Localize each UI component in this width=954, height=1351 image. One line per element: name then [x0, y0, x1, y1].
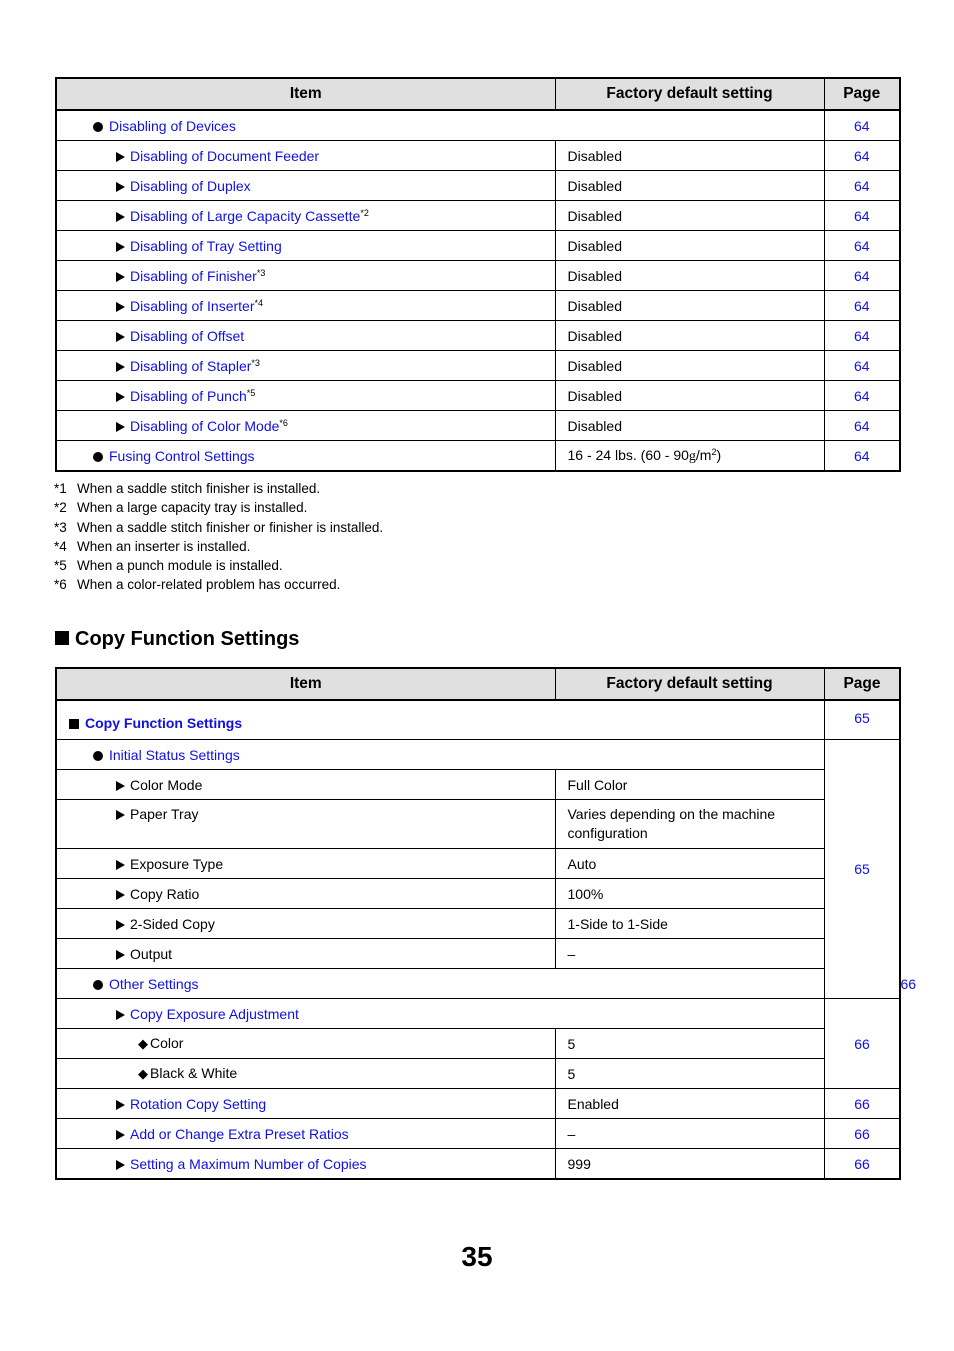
default-value: 16 - 24 lbs. $(60 - 90g/m^2)$	[555, 441, 824, 472]
footnote: *5 When a punch module is installed.	[54, 558, 283, 574]
table-row	[56, 999, 900, 1029]
default-value: Enabled	[555, 1089, 824, 1119]
item-link[interactable]: Other Settings	[109, 975, 199, 992]
table-row	[56, 351, 900, 381]
table-row	[56, 740, 900, 770]
settings-table-devices	[55, 77, 901, 472]
page-link[interactable]: 64	[824, 261, 900, 291]
triangle-right-icon	[116, 182, 125, 192]
default-value: 1-Side to 1-Side	[555, 909, 824, 939]
table-row	[56, 441, 900, 472]
item-label: Paper Tray	[130, 806, 199, 822]
header-item: Item	[56, 78, 555, 110]
diamond-bullet-icon: ◆	[138, 1066, 148, 1081]
table-row	[56, 700, 900, 740]
footnote-ref: *6	[279, 417, 288, 428]
default-value: 5	[555, 1059, 824, 1089]
triangle-right-icon	[116, 422, 125, 432]
page-link[interactable]: 64	[824, 231, 900, 261]
triangle-right-icon	[116, 860, 125, 870]
page-link[interactable]: 64	[824, 201, 900, 231]
header-page: Page	[824, 78, 900, 110]
item-label: Black & White	[150, 1065, 238, 1081]
item-cell	[56, 171, 555, 201]
table-row	[56, 939, 900, 969]
item-label: Color	[150, 1035, 184, 1051]
triangle-right-icon	[116, 152, 125, 162]
item-cell	[56, 321, 555, 351]
item-link[interactable]: Fusing Control Settings	[109, 447, 255, 464]
table-row	[56, 800, 900, 849]
page-link[interactable]: 64	[824, 141, 900, 171]
bullet-circle-icon	[93, 980, 103, 990]
page-link[interactable]: 66	[824, 1119, 900, 1149]
item-cell	[56, 1089, 555, 1119]
table-row	[56, 171, 900, 201]
default-value: –	[555, 1119, 824, 1149]
triangle-right-icon	[116, 1130, 125, 1140]
item-cell	[56, 231, 555, 261]
default-value: Disabled	[555, 411, 824, 441]
page-link[interactable]: 66	[824, 1149, 900, 1180]
item-link[interactable]: Disabling of Inserter	[130, 297, 255, 314]
page-link[interactable]: 64	[824, 351, 900, 381]
item-link[interactable]: Disabling of Stapler	[130, 357, 252, 374]
triangle-right-icon	[116, 1160, 125, 1170]
page-link[interactable]: 66	[824, 999, 900, 1089]
triangle-right-icon	[116, 362, 125, 372]
footnote-ref: *2	[360, 207, 369, 218]
item-link[interactable]: Disabling of Color Mode	[130, 417, 280, 434]
default-value: Disabled	[555, 141, 824, 171]
footnote: *4 When an inserter is installed.	[54, 538, 251, 554]
triangle-right-icon	[116, 920, 125, 930]
footnote: *6 When a color-related problem has occurred.	[54, 577, 341, 593]
item-link[interactable]: Disabling of Punch	[130, 387, 247, 404]
table-row	[56, 849, 900, 879]
table-row	[56, 411, 900, 441]
diamond-bullet-icon: ◆	[138, 1036, 148, 1051]
table-row	[56, 231, 900, 261]
default-value: 100%	[555, 879, 824, 909]
table-header-row	[56, 668, 900, 700]
item-cell	[56, 291, 555, 321]
table-row	[56, 321, 900, 351]
item-cell	[56, 740, 824, 770]
default-value: 999	[555, 1149, 824, 1180]
item-cell	[56, 800, 555, 849]
bullet-circle-icon	[93, 452, 103, 462]
item-link[interactable]: Disabling of Devices	[109, 117, 236, 134]
default-value: Disabled	[555, 321, 824, 351]
header-default: Factory default setting	[555, 668, 824, 700]
item-cell	[56, 939, 555, 969]
item-cell	[56, 700, 824, 740]
default-value: Disabled	[555, 231, 824, 261]
item-link[interactable]: Add or Change Extra Preset Ratios	[130, 1125, 349, 1142]
triangle-right-icon	[116, 272, 125, 282]
table-row	[56, 1059, 900, 1089]
table-row	[56, 1029, 900, 1059]
item-cell	[56, 1059, 555, 1089]
item-label: Copy Ratio	[130, 885, 200, 902]
table-row	[56, 110, 900, 141]
table-row	[56, 909, 900, 939]
triangle-right-icon	[116, 1100, 125, 1110]
default-value: Full Color	[555, 770, 824, 800]
footnote-ref: *3	[256, 267, 266, 278]
page-link[interactable]: 64	[824, 381, 900, 411]
default-value: Disabled	[555, 351, 824, 381]
table-row	[56, 1119, 900, 1149]
page-number: 35	[461, 1241, 493, 1272]
item-cell	[56, 141, 555, 171]
square-bullet-icon	[55, 631, 69, 645]
item-cell	[56, 969, 824, 999]
footnote-ref: *5	[246, 387, 256, 398]
triangle-right-icon	[116, 810, 125, 820]
footnotes	[54, 479, 383, 595]
default-value: 5	[555, 1029, 824, 1059]
page-link[interactable]: 64	[824, 171, 900, 201]
table-row	[56, 1149, 900, 1180]
table-row	[56, 201, 900, 231]
item-link[interactable]: Disabling of Large Capacity Cassette	[130, 207, 361, 224]
header-default: Factory default setting	[555, 78, 824, 110]
page-link[interactable]: 65	[824, 740, 900, 999]
item-label: Exposure Type	[130, 855, 224, 872]
triangle-right-icon	[116, 781, 125, 791]
item-link[interactable]: Copy Exposure Adjustment	[130, 1005, 299, 1022]
table-row	[56, 879, 900, 909]
item-link[interactable]: Rotation Copy Setting	[130, 1095, 267, 1112]
item-link[interactable]: Disabling of Finisher	[130, 267, 257, 284]
item-cell	[56, 1149, 555, 1180]
item-cell	[56, 770, 555, 800]
default-value: Disabled	[555, 291, 824, 321]
item-cell	[56, 261, 555, 291]
header-item: Item	[56, 668, 555, 700]
item-link[interactable]: Copy Function Settings	[85, 715, 243, 731]
triangle-right-icon	[116, 890, 125, 900]
page-link[interactable]: 64	[824, 411, 900, 441]
page-link[interactable]: 65	[824, 700, 900, 740]
triangle-right-icon	[116, 302, 125, 312]
item-cell	[56, 201, 555, 231]
item-label: Output	[130, 945, 173, 962]
default-value: Disabled	[555, 381, 824, 411]
triangle-right-icon	[116, 1010, 125, 1020]
item-link[interactable]: Setting a Maximum Number of Copies	[130, 1155, 367, 1172]
item-cell	[56, 411, 555, 441]
item-cell	[56, 849, 555, 879]
page-link[interactable]: 64	[824, 321, 900, 351]
item-cell	[56, 909, 555, 939]
triangle-right-icon	[116, 212, 125, 222]
footnote-ref: *3	[251, 357, 260, 368]
item-cell	[56, 879, 555, 909]
table-header-row	[56, 78, 900, 110]
triangle-right-icon	[116, 950, 125, 960]
item-cell	[56, 999, 824, 1029]
item-cell	[56, 441, 555, 472]
item-link[interactable]: Disabling of Tray Setting	[130, 237, 282, 254]
footnote-ref: *4	[254, 297, 264, 308]
footnote: *1 When a saddle stitch finisher is installed.	[54, 481, 321, 496]
header-page: Page	[824, 668, 900, 700]
table-row	[56, 141, 900, 171]
item-cell	[56, 381, 555, 411]
table-row	[56, 770, 900, 800]
settings-table-copy	[55, 667, 917, 1180]
table-row	[56, 1089, 900, 1119]
default-value: Disabled	[555, 171, 824, 201]
item-link[interactable]: Disabling of Document Feeder	[130, 147, 320, 164]
triangle-right-icon	[116, 242, 125, 252]
default-value: Disabled	[555, 261, 824, 291]
table-row	[56, 291, 900, 321]
table-row: Other Settings 66	[56, 969, 900, 999]
table-row	[56, 381, 900, 411]
bullet-circle-icon	[93, 122, 103, 132]
bullet-circle-icon	[93, 751, 103, 761]
item-label: Color Mode	[130, 776, 203, 793]
item-cell	[56, 351, 555, 381]
item-link[interactable]: Disabling of Duplex	[130, 177, 251, 194]
default-value: Auto	[555, 849, 824, 879]
page-link[interactable]: 64	[824, 291, 900, 321]
item-cell	[56, 110, 824, 141]
default-value: Varies depending on the machine configuration	[555, 800, 824, 849]
default-value: Disabled	[555, 201, 824, 231]
square-bullet-icon	[69, 719, 79, 729]
item-link[interactable]: Disabling of Offset	[130, 327, 245, 344]
item-cell	[56, 1119, 555, 1149]
page-link[interactable]: 64	[824, 110, 900, 141]
item-cell	[56, 1029, 555, 1059]
section-title: Copy Function Settings	[55, 628, 299, 651]
item-label: 2-Sided Copy	[130, 915, 215, 932]
page-link[interactable]: 64	[824, 441, 900, 472]
table-row	[56, 261, 900, 291]
footnote: *3 When a saddle stitch finisher or finisher is installed.	[54, 519, 384, 535]
item-link[interactable]: Initial Status Settings	[109, 746, 240, 763]
default-value: –	[555, 939, 824, 969]
page-link[interactable]: 66	[824, 1089, 900, 1119]
footnote: *2 When a large capacity tray is installed.	[54, 500, 308, 516]
triangle-right-icon	[116, 392, 125, 402]
triangle-right-icon	[116, 332, 125, 342]
